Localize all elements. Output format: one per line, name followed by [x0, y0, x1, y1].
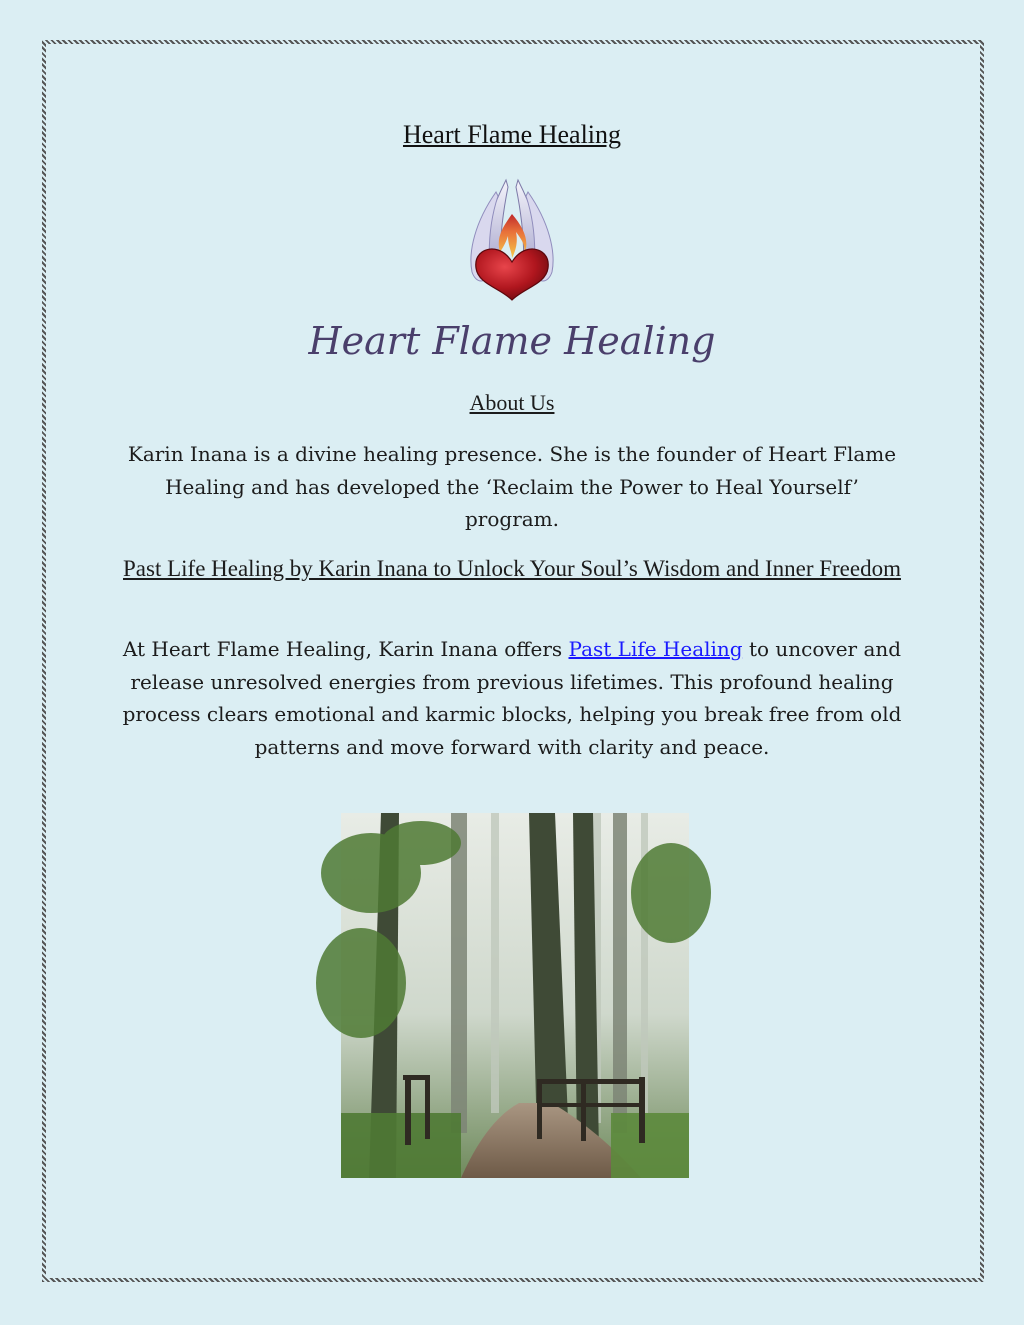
past-life-heading: Past Life Healing by Karin Inana to Unlock Your Soul’s Wisdom and Inner Freedom: [123, 556, 901, 581]
forest-path-image: [341, 813, 689, 1178]
page-title: Heart Flame Healing: [402, 120, 622, 149]
past-life-paragraph: [112, 633, 912, 763]
about-heading: About Us: [469, 390, 555, 415]
logo-wordmark: Heart Flame Healing: [308, 319, 716, 363]
about-paragraph: Karin Inana is a divine healing presence. She is the founder of Heart Flame Healing and has developed the ‘Reclaim the Power to Heal Yourself’ program.: [127, 442, 897, 531]
heart-flame-logo: [308, 172, 716, 372]
past-life-text-start: At Heart Flame Healing, Karin Inana offers: [122, 637, 569, 661]
past-life-healing-link[interactable]: Past Life Healing: [568, 637, 743, 661]
past-life-text-end: to uncover and release unresolved energies from previous lifetimes. This profound healing process clears emotional and karmic blocks, helping you break free from old patterns and move forward with clarity and peace.: [122, 637, 902, 759]
